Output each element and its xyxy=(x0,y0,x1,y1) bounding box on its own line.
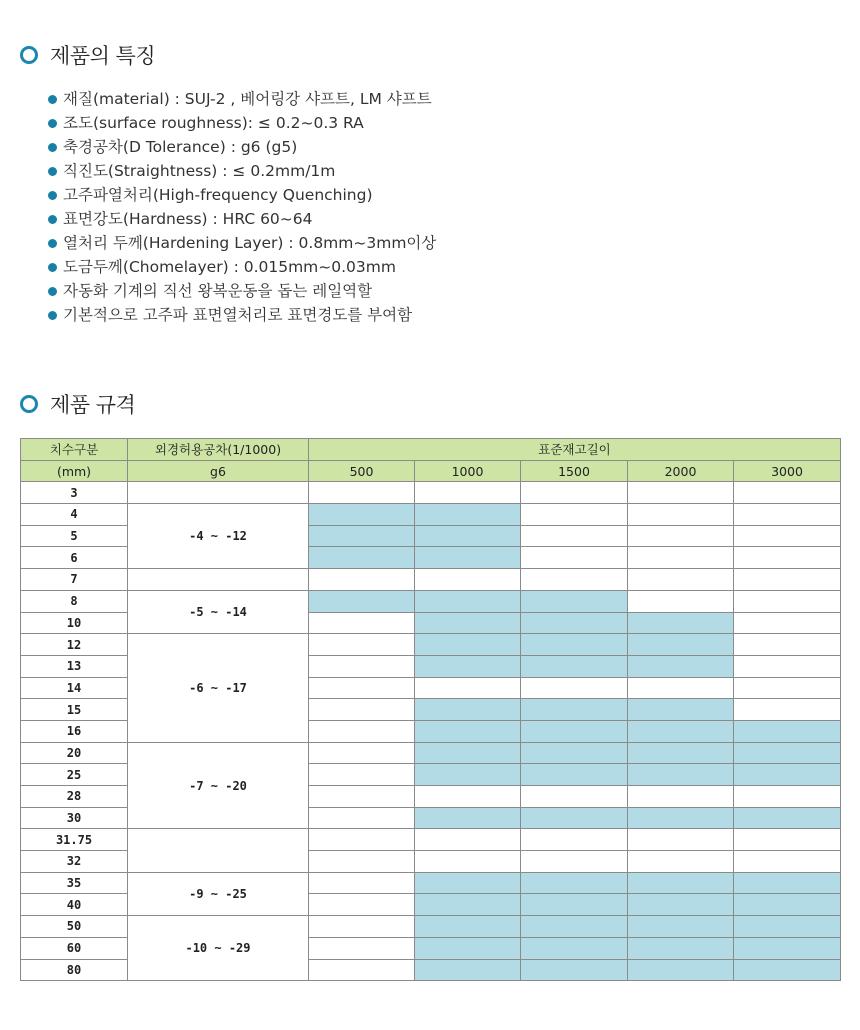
stock-empty-cell xyxy=(521,547,628,569)
stock-empty-cell xyxy=(309,894,415,916)
stock-available-cell xyxy=(628,872,734,894)
stock-available-cell xyxy=(415,894,521,916)
stock-available-cell xyxy=(415,916,521,938)
stock-available-cell xyxy=(415,872,521,894)
stock-available-cell xyxy=(628,699,734,721)
circle-bullet-icon xyxy=(20,46,38,64)
stock-empty-cell xyxy=(734,547,841,569)
stock-available-cell xyxy=(734,894,841,916)
table-row xyxy=(21,872,841,894)
tolerance-cell: -10 ~ -29 xyxy=(128,916,309,981)
stock-empty-cell xyxy=(309,612,415,634)
stock-available-cell xyxy=(309,504,415,526)
stock-empty-cell xyxy=(734,699,841,721)
features-title-text: 제품의 특징 xyxy=(50,44,156,68)
stock-empty-cell xyxy=(309,959,415,981)
stock-empty-cell xyxy=(309,482,415,504)
size-cell: 50 xyxy=(21,916,128,938)
stock-empty-cell xyxy=(415,569,521,591)
length-header-1500: 1500 xyxy=(521,460,628,482)
dot-bullet-icon xyxy=(48,95,57,104)
stock-empty-cell xyxy=(734,786,841,808)
feature-text: 자동화 기계의 직선 왕복운동을 돕는 레일역할 xyxy=(63,282,373,300)
stock-empty-cell xyxy=(628,786,734,808)
spec-table-body xyxy=(21,482,841,981)
size-cell: 15 xyxy=(21,699,128,721)
spec-table xyxy=(20,438,841,981)
feature-text: 열처리 두께(Hardening Layer) : 0.8mm~3mm이상 xyxy=(63,234,437,252)
size-unit-header: (mm) xyxy=(21,460,128,482)
stock-available-cell xyxy=(521,916,628,938)
size-cell: 10 xyxy=(21,612,128,634)
stock-empty-cell xyxy=(309,937,415,959)
stock-available-cell xyxy=(521,872,628,894)
stock-available-cell xyxy=(628,894,734,916)
stock-available-cell xyxy=(521,634,628,656)
feature-item xyxy=(48,159,436,183)
stock-available-cell xyxy=(415,547,521,569)
size-cell: 16 xyxy=(21,720,128,742)
stock-available-cell xyxy=(415,525,521,547)
stock-available-cell xyxy=(415,504,521,526)
length-header: 표준재고길이 xyxy=(309,439,841,461)
stock-empty-cell xyxy=(734,504,841,526)
stock-empty-cell xyxy=(415,482,521,504)
stock-empty-cell xyxy=(309,829,415,851)
stock-available-cell xyxy=(521,699,628,721)
stock-available-cell xyxy=(521,937,628,959)
feature-item xyxy=(48,183,436,207)
feature-item xyxy=(48,255,436,279)
stock-empty-cell xyxy=(309,851,415,873)
stock-available-cell xyxy=(628,807,734,829)
stock-available-cell xyxy=(415,959,521,981)
stock-empty-cell xyxy=(628,590,734,612)
stock-empty-cell xyxy=(734,851,841,873)
stock-available-cell xyxy=(309,590,415,612)
stock-empty-cell xyxy=(309,786,415,808)
feature-text: 기본적으로 고주파 표면열처리로 표면경도를 부여함 xyxy=(63,306,413,324)
stock-empty-cell xyxy=(521,569,628,591)
stock-empty-cell xyxy=(309,916,415,938)
stock-empty-cell xyxy=(628,482,734,504)
feature-text: 직진도(Straightness) : ≤ 0.2mm/1m xyxy=(63,162,336,180)
stock-available-cell xyxy=(734,959,841,981)
size-cell: 14 xyxy=(21,677,128,699)
stock-empty-cell xyxy=(415,677,521,699)
features-section-title xyxy=(20,40,155,70)
dot-bullet-icon xyxy=(48,215,57,224)
table-row xyxy=(21,742,841,764)
stock-available-cell xyxy=(734,916,841,938)
stock-available-cell xyxy=(628,916,734,938)
stock-empty-cell xyxy=(734,525,841,547)
size-cell: 25 xyxy=(21,764,128,786)
feature-item xyxy=(48,87,436,111)
table-subheader-row xyxy=(21,460,841,482)
stock-available-cell xyxy=(734,937,841,959)
stock-empty-cell xyxy=(309,634,415,656)
stock-empty-cell xyxy=(521,525,628,547)
length-header-500: 500 xyxy=(309,460,415,482)
feature-text: 도금두께(Chomelayer) : 0.015mm~0.03mm xyxy=(63,258,396,276)
dot-bullet-icon xyxy=(48,287,57,296)
size-cell: 35 xyxy=(21,872,128,894)
table-row xyxy=(21,634,841,656)
feature-item xyxy=(48,231,436,255)
stock-available-cell xyxy=(521,655,628,677)
feature-item xyxy=(48,303,436,327)
stock-empty-cell xyxy=(734,677,841,699)
feature-item xyxy=(48,207,436,231)
stock-available-cell xyxy=(628,937,734,959)
stock-empty-cell xyxy=(628,677,734,699)
size-cell: 60 xyxy=(21,937,128,959)
stock-available-cell xyxy=(521,894,628,916)
tolerance-cell: -9 ~ -25 xyxy=(128,872,309,915)
size-cell: 6 xyxy=(21,547,128,569)
size-cell: 13 xyxy=(21,655,128,677)
stock-empty-cell xyxy=(628,569,734,591)
feature-text: 재질(material) : SUJ-2 , 베어링강 샤프트, LM 샤프트 xyxy=(63,90,432,108)
stock-empty-cell xyxy=(309,720,415,742)
size-cell: 3 xyxy=(21,482,128,504)
table-row xyxy=(21,504,841,526)
length-header-2000: 2000 xyxy=(628,460,734,482)
tolerance-grade-header: g6 xyxy=(128,460,309,482)
stock-empty-cell xyxy=(309,699,415,721)
stock-empty-cell xyxy=(521,786,628,808)
size-cell: 30 xyxy=(21,807,128,829)
stock-empty-cell xyxy=(521,504,628,526)
stock-available-cell xyxy=(628,720,734,742)
stock-available-cell xyxy=(734,742,841,764)
feature-text: 표면강도(Hardness) : HRC 60~64 xyxy=(63,210,313,228)
size-cell: 7 xyxy=(21,569,128,591)
stock-empty-cell xyxy=(415,786,521,808)
stock-available-cell xyxy=(521,807,628,829)
table-header-row xyxy=(21,439,841,461)
stock-available-cell xyxy=(628,959,734,981)
stock-empty-cell xyxy=(309,677,415,699)
tolerance-cell: -6 ~ -17 xyxy=(128,634,309,742)
stock-empty-cell xyxy=(734,590,841,612)
stock-empty-cell xyxy=(734,612,841,634)
size-cell: 12 xyxy=(21,634,128,656)
dot-bullet-icon xyxy=(48,191,57,200)
table-row xyxy=(21,590,841,612)
features-list xyxy=(48,87,436,327)
stock-available-cell xyxy=(734,720,841,742)
stock-empty-cell xyxy=(628,525,734,547)
tolerance-cell: -5 ~ -14 xyxy=(128,590,309,633)
table-row xyxy=(21,829,841,851)
dot-bullet-icon xyxy=(48,239,57,248)
tolerance-cell xyxy=(128,569,309,591)
stock-available-cell xyxy=(415,655,521,677)
stock-empty-cell xyxy=(309,742,415,764)
stock-empty-cell xyxy=(415,851,521,873)
size-header: 치수구분 xyxy=(21,439,128,461)
stock-empty-cell xyxy=(734,569,841,591)
dot-bullet-icon xyxy=(48,311,57,320)
spec-title-text: 제품 규격 xyxy=(50,393,136,417)
spec-table-container xyxy=(20,438,840,981)
stock-available-cell xyxy=(734,807,841,829)
stock-available-cell xyxy=(734,872,841,894)
size-cell: 8 xyxy=(21,590,128,612)
stock-empty-cell xyxy=(628,547,734,569)
stock-empty-cell xyxy=(521,851,628,873)
stock-available-cell xyxy=(628,655,734,677)
size-cell: 28 xyxy=(21,786,128,808)
stock-available-cell xyxy=(628,742,734,764)
stock-available-cell xyxy=(628,764,734,786)
stock-empty-cell xyxy=(309,872,415,894)
stock-available-cell xyxy=(734,764,841,786)
spec-section-title xyxy=(20,389,135,419)
stock-empty-cell xyxy=(734,482,841,504)
tolerance-cell: -4 ~ -12 xyxy=(128,504,309,569)
tolerance-cell: -7 ~ -20 xyxy=(128,742,309,829)
stock-empty-cell xyxy=(309,807,415,829)
stock-empty-cell xyxy=(734,829,841,851)
table-row xyxy=(21,916,841,938)
feature-item xyxy=(48,135,436,159)
stock-available-cell xyxy=(415,937,521,959)
stock-available-cell xyxy=(415,807,521,829)
stock-available-cell xyxy=(415,742,521,764)
table-row xyxy=(21,482,841,504)
stock-available-cell xyxy=(521,590,628,612)
stock-empty-cell xyxy=(628,851,734,873)
table-row xyxy=(21,569,841,591)
stock-available-cell xyxy=(628,634,734,656)
stock-available-cell xyxy=(309,525,415,547)
stock-available-cell xyxy=(415,720,521,742)
stock-empty-cell xyxy=(415,829,521,851)
stock-available-cell xyxy=(521,742,628,764)
feature-item xyxy=(48,279,436,303)
stock-available-cell xyxy=(628,612,734,634)
stock-empty-cell xyxy=(309,764,415,786)
dot-bullet-icon xyxy=(48,167,57,176)
size-cell: 20 xyxy=(21,742,128,764)
stock-empty-cell xyxy=(309,569,415,591)
feature-text: 축경공차(D Tolerance) : g6 (g5) xyxy=(63,138,298,156)
size-cell: 4 xyxy=(21,504,128,526)
stock-available-cell xyxy=(521,959,628,981)
stock-empty-cell xyxy=(734,634,841,656)
length-header-1000: 1000 xyxy=(415,460,521,482)
stock-available-cell xyxy=(415,612,521,634)
size-cell: 80 xyxy=(21,959,128,981)
tolerance-cell xyxy=(128,829,309,872)
stock-available-cell xyxy=(415,634,521,656)
size-cell: 5 xyxy=(21,525,128,547)
stock-available-cell xyxy=(415,590,521,612)
stock-empty-cell xyxy=(628,829,734,851)
size-cell: 40 xyxy=(21,894,128,916)
length-header-3000: 3000 xyxy=(734,460,841,482)
feature-text: 조도(surface roughness): ≤ 0.2~0.3 RA xyxy=(63,114,364,132)
tolerance-header: 외경허용공차(1/1000) xyxy=(128,439,309,461)
feature-item xyxy=(48,111,436,135)
dot-bullet-icon xyxy=(48,263,57,272)
feature-text: 고주파열처리(High-frequency Quenching) xyxy=(63,186,373,204)
stock-empty-cell xyxy=(521,482,628,504)
dot-bullet-icon xyxy=(48,119,57,128)
size-cell: 31.75 xyxy=(21,829,128,851)
stock-available-cell xyxy=(521,612,628,634)
stock-empty-cell xyxy=(309,655,415,677)
stock-available-cell xyxy=(521,764,628,786)
stock-available-cell xyxy=(309,547,415,569)
size-cell: 32 xyxy=(21,851,128,873)
circle-bullet-icon xyxy=(20,395,38,413)
stock-empty-cell xyxy=(521,829,628,851)
stock-empty-cell xyxy=(734,655,841,677)
stock-empty-cell xyxy=(628,504,734,526)
stock-available-cell xyxy=(415,764,521,786)
tolerance-cell xyxy=(128,482,309,504)
stock-available-cell xyxy=(415,699,521,721)
stock-available-cell xyxy=(521,720,628,742)
dot-bullet-icon xyxy=(48,143,57,152)
stock-empty-cell xyxy=(521,677,628,699)
